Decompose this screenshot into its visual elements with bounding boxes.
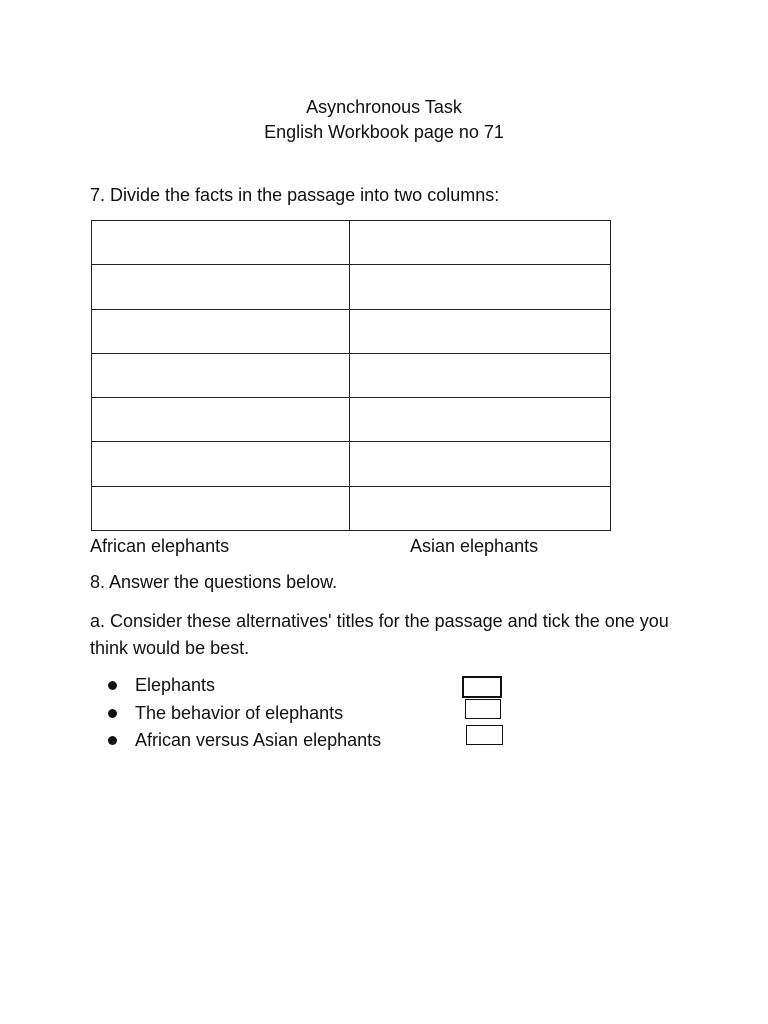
page-subtitle: English Workbook page no 71: [264, 122, 504, 142]
answer-cell-african[interactable]: [92, 442, 350, 486]
answer-cell-asian[interactable]: [350, 353, 611, 397]
answer-cell-asian[interactable]: [350, 398, 611, 442]
tick-box-elephants[interactable]: [462, 676, 502, 698]
answer-cell-asian[interactable]: [350, 442, 611, 486]
header: [0, 95, 768, 145]
bullet-icon: [108, 736, 117, 745]
option-item: [108, 672, 381, 700]
option-item: [108, 727, 381, 755]
answer-cell-asian[interactable]: [350, 486, 611, 530]
answer-cell-african[interactable]: [92, 265, 350, 309]
table-row: [92, 309, 611, 353]
bullet-icon: [108, 681, 117, 690]
title-options-list: [108, 672, 381, 755]
question-8-prompt: 8. Answer the questions below.: [90, 572, 338, 592]
answer-cell-asian[interactable]: [350, 265, 611, 309]
answer-cell-african[interactable]: [92, 486, 350, 530]
tick-box-african-versus-asian[interactable]: [466, 725, 503, 745]
option-label: The behavior of elephants: [135, 702, 344, 723]
bullet-icon: [108, 709, 117, 718]
option-label: African versus Asian elephants: [135, 730, 382, 750]
facts-table: [91, 220, 611, 531]
table-row: [92, 486, 611, 530]
table-row: [92, 221, 611, 265]
answer-cell-asian[interactable]: [350, 309, 611, 353]
table-row: [92, 442, 611, 486]
answer-cell-african[interactable]: [92, 309, 350, 353]
tick-box-behavior[interactable]: [465, 699, 501, 719]
answer-cell-asian[interactable]: [350, 221, 611, 265]
asian-column-label: Asian elephants: [410, 536, 539, 556]
question-8a-prompt: a. Consider these alternatives' titles for the passage and tick the one you think would be best.: [90, 611, 669, 658]
option-item: [108, 700, 381, 728]
answer-cell-african[interactable]: [92, 221, 350, 265]
answer-cell-african[interactable]: [92, 398, 350, 442]
table-row: [92, 265, 611, 309]
option-label: Elephants: [135, 675, 216, 695]
table-row: [92, 398, 611, 442]
page-title: Asynchronous Task: [306, 97, 462, 117]
answer-cell-african[interactable]: [92, 353, 350, 397]
african-column-label: African elephants: [90, 536, 230, 556]
table-row: [92, 353, 611, 397]
question-7-prompt: 7. Divide the facts in the passage into two columns:: [90, 185, 500, 205]
